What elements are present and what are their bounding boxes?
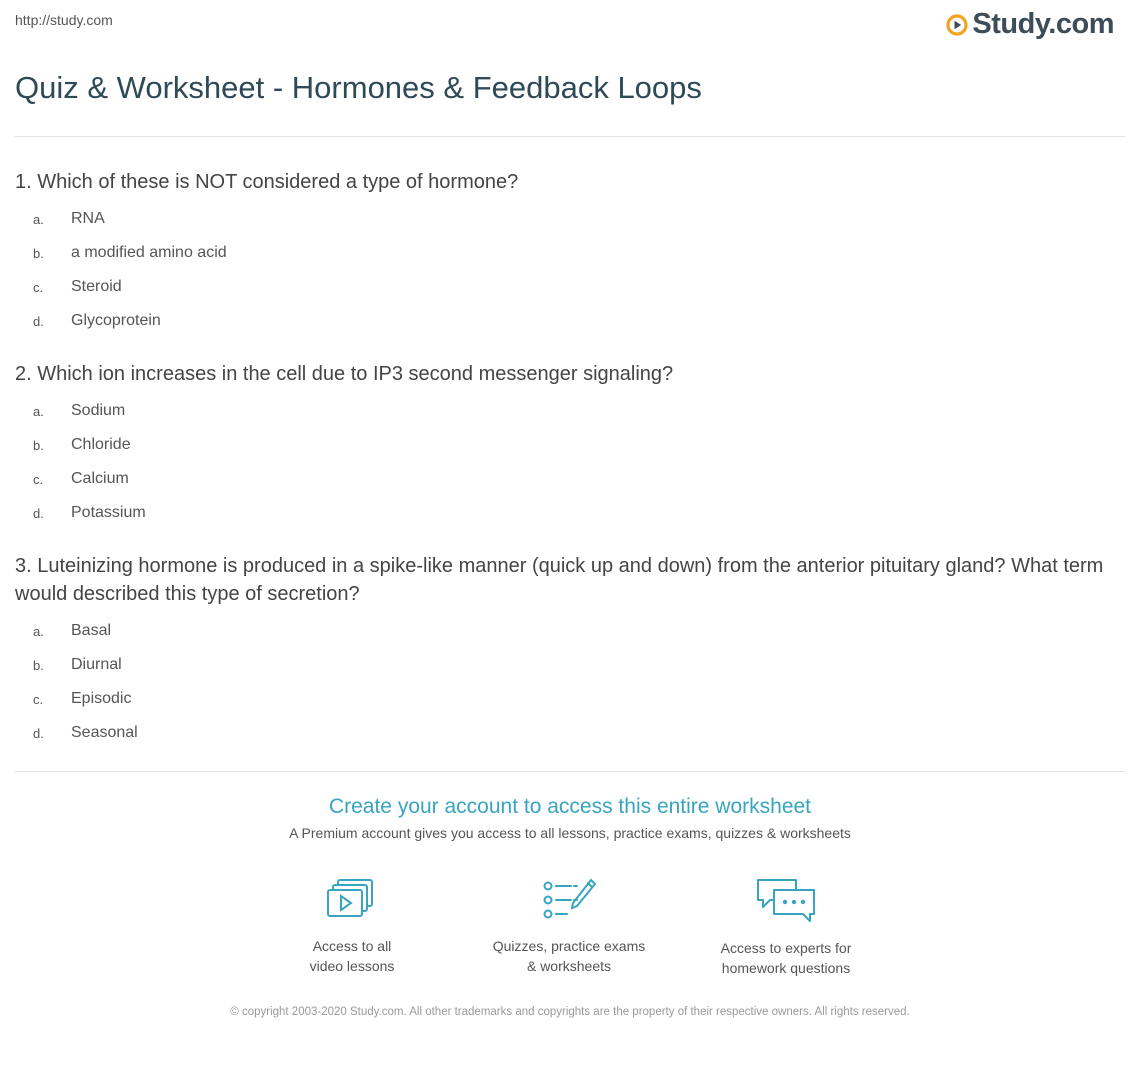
answer-option[interactable] [15,648,1105,682]
option-letter: c. [33,279,44,295]
feature-label-line: Quizzes, practice exams [492,938,646,954]
option-letter: b. [33,437,44,453]
copyright-notice: © copyright 2003-2020 Study.com. All other trademarks and copyrights are the property of their respective owners. All rights reserved. [230,1006,910,1018]
option-text: Potassium [71,504,146,521]
answer-option[interactable] [15,394,1105,428]
option-letter: a. [33,211,44,227]
answer-options [15,202,1105,338]
option-text: Chloride [71,436,131,453]
answer-option[interactable] [15,304,1105,338]
option-text: Steroid [71,278,122,295]
feature-label-line: & worksheets [526,958,612,974]
feature-experts [696,876,876,978]
cta-subtitle: A Premium account gives you access to all lessons, practice exams, quizzes & worksheets [289,825,851,841]
feature-label [696,938,876,978]
question-2 [15,360,1105,530]
option-letter: c. [33,471,44,487]
option-text: a modified amino acid [71,244,227,261]
option-letter: a. [33,403,44,419]
feature-label-line: Access to experts for [720,940,852,956]
answer-option[interactable] [15,236,1105,270]
option-text: RNA [71,210,105,227]
feature-label-line: video lessons [309,958,395,974]
option-text: Calcium [71,470,129,487]
option-text: Episodic [71,690,132,707]
feature-quizzes [479,876,659,976]
video-lessons-icon [324,876,380,924]
cta-title[interactable]: Create your account to access this entire worksheet [328,795,812,818]
question-text: 2. Which ion increases in the cell due to IP3 second messenger signaling? [15,363,674,385]
answer-options [15,614,1105,750]
quiz-checklist-icon [541,876,597,924]
answer-option[interactable] [15,462,1105,496]
feature-label-line: Access to all [312,938,392,954]
feature-label-line: homework questions [721,960,851,976]
option-letter: b. [33,245,44,261]
option-letter: c. [33,691,44,707]
header-divider [15,136,1125,137]
option-text: Seasonal [71,724,138,741]
option-text: Diurnal [71,656,122,673]
page-title: Quiz & Worksheet - Hormones & Feedback Loops [15,70,702,105]
content-divider [15,771,1125,772]
site-url[interactable]: http://study.com [15,12,113,28]
answer-option[interactable] [15,496,1105,530]
option-letter: d. [33,505,44,521]
answer-options [15,394,1105,530]
logo-text: Study.com [972,8,1114,40]
question-text: 1. Which of these is NOT considered a type of hormone? [15,171,519,193]
answer-option[interactable] [15,202,1105,236]
question-3 [15,552,1105,750]
feature-label [262,936,442,976]
feature-label [479,936,659,976]
option-text: Glycoprotein [71,312,161,329]
answer-option[interactable] [15,682,1105,716]
question-1 [15,168,1105,338]
option-text: Basal [71,622,112,639]
chat-bubbles-icon [754,876,818,926]
answer-option[interactable] [15,428,1105,462]
answer-option[interactable] [15,716,1105,750]
option-letter: d. [33,725,44,741]
feature-video-lessons [262,876,442,976]
option-text: Sodium [71,402,126,419]
question-text: 3. Luteinizing hormone is produced in a spike-like manner (quick up and down) from the anterior pituitary gland? What term would described this type of secretion? [15,555,1104,605]
play-logo-icon [946,14,968,36]
answer-option[interactable] [15,614,1105,648]
study-logo[interactable] [946,8,1114,41]
option-letter: b. [33,657,44,673]
answer-option[interactable] [15,270,1105,304]
option-letter: d. [33,313,44,329]
option-letter: a. [33,623,44,639]
